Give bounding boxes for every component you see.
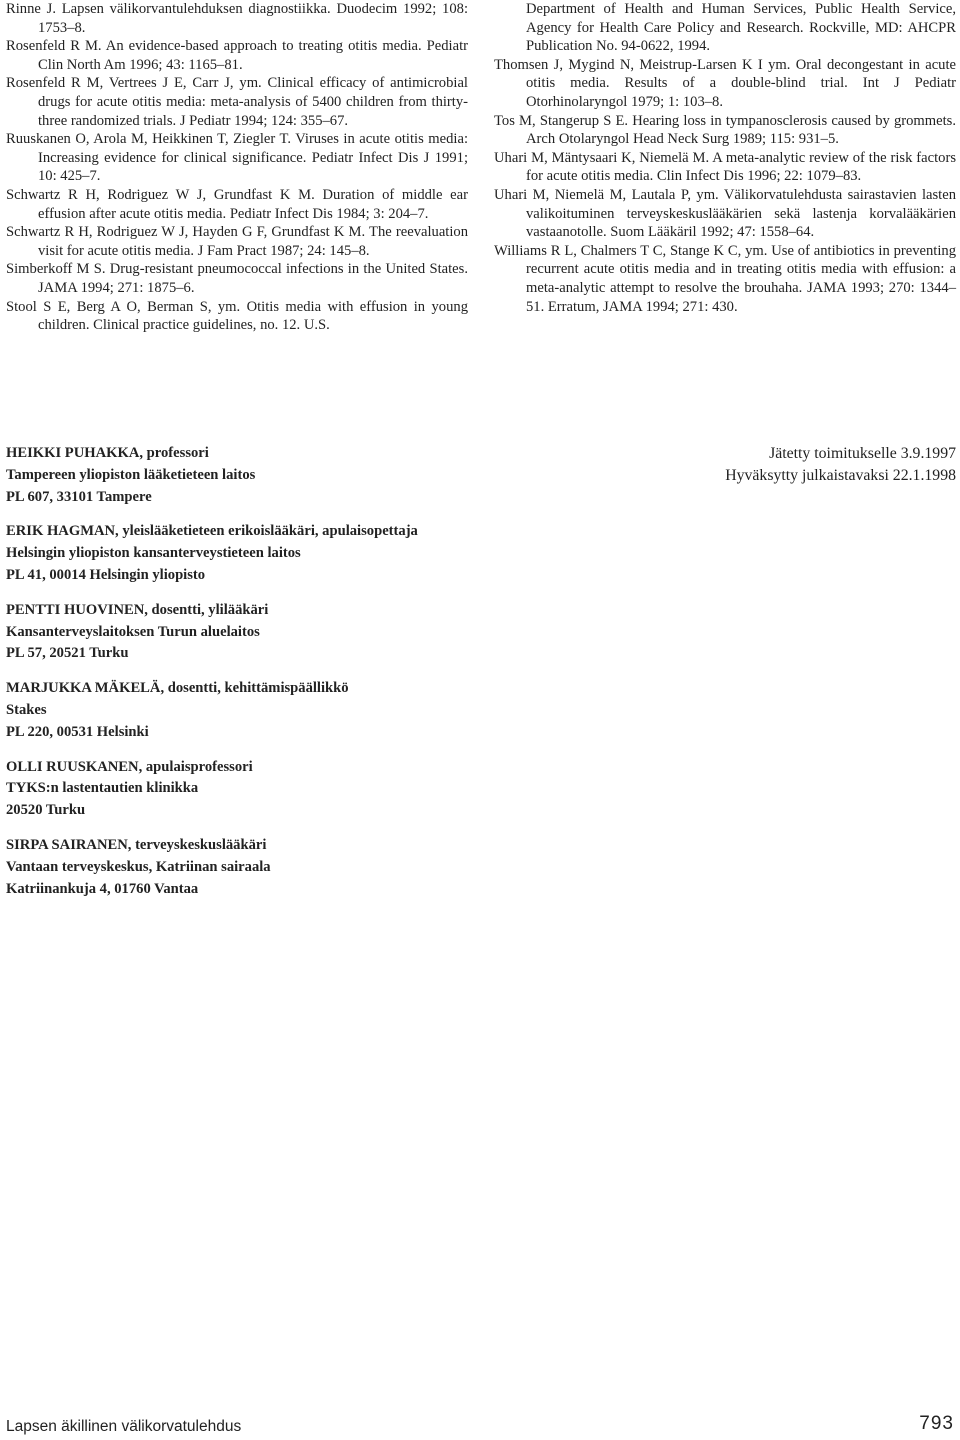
author-address: Katriinankuja 4, 01760 Vantaa [6, 880, 199, 897]
author-institution: Tampereen yliopiston lääketieteen laitos [6, 466, 256, 483]
reference-item: Tos M, Stangerup S E. Hearing loss in tympanosclerosis caused by grommets. Arch Otolaryngol Head Neck Surg 1989; 115: 931–5. [494, 112, 956, 148]
author-institution: TYKS:n lastentautien klinikka [6, 780, 199, 797]
reference-item: Simberkoff M S. Drug-resistant pneumococcal infections in the United States. JAMA 1994; 271: 1875–6. [6, 261, 468, 296]
author-block [6, 678, 566, 743]
reference-item: Thomsen J, Mygind N, Meistrup-Larsen K I ym. Oral decongestant in acute otitis media. Results of a double-blind trial. Int J Pediatr Otorhinolaryngol 1979; 1: 103–8. [494, 56, 956, 110]
reference-item: Stool S E, Berg A O, Berman S, ym. Otitis media with effusion in young children. Clinical practice guidelines, no. 12. U.S. [6, 298, 468, 334]
author-block [6, 443, 566, 508]
author-block [6, 757, 566, 822]
author-name-title: HEIKKI PUHAKKA, professori [6, 445, 209, 461]
reference-item: Ruuskanen O, Arola M, Heikkinen T, Ziegler T. Viruses in acute otitis media: Increasing evidence for clinical significance. Pediatr Infect Dis J 1991; 10: 425–7. [6, 131, 468, 185]
author-institution: Stakes [6, 701, 47, 718]
author-institution: Vantaan terveyskeskus, Katriinan sairaala [6, 858, 271, 875]
reference-item: Rosenfeld R M. An evidence-based approach to treating otitis media. Pediatr Clin North Am 1996; 43: 1165–81. [6, 38, 468, 73]
author-name-title: SIRPA SAIRANEN, terveyskeskuslääkäri [6, 836, 267, 853]
author-address: PL 41, 00014 Helsingin yliopisto [6, 566, 206, 583]
page-number: 793 [919, 1413, 954, 1434]
reference-item: Rinne J. Lapsen välikorvantulehduksen diagnostiikka. Duodecim 1992; 108: 1753–8. [6, 1, 468, 36]
footer-journal-title: Lapsen äkillinen välikorvatulehdus [6, 1418, 242, 1435]
reference-item: Uhari M, Mäntysaari K, Niemelä M. A meta-analytic review of the risk factors for acute otitis media. Clin Infect Dis 1996; 22: 1079–83. [494, 149, 956, 185]
reference-item: Uhari M, Niemelä M, Lautala P, ym. Välikorvatulehdusta sairastavien lasten valikoituminen terveyskeskuslääkärien sekä lastenja korvalääkärien vastaanotolle. Suom Lääkäril 1992; 47: 1558–64. [494, 186, 956, 241]
reference-item: Schwartz R H, Rodriguez W J, Hayden G F, Grundfast K M. The reevaluation visit for acute otitis media. J Fam Pract 1987; 24: 145–8. [6, 224, 468, 259]
reference-item-continued: Department of Health and Human Services, Public Health Service, Agency for Health Care Policy and Research. Rockville, MD: AHCPR Publication No. 94-0622, 1994. [526, 1, 956, 55]
references-left-column [6, 0, 468, 335]
reference-item: Rosenfeld R M, Vertrees J E, Carr J, ym. Clinical efficacy of antimicrobial drugs for acute otitis media: meta-analysis of 5400 children from thirty-three randomized trials. J Pediatr 1994; 124: 355–67. [6, 75, 468, 129]
author-name-title: OLLI RUUSKANEN, apulaisprofessori [6, 758, 253, 775]
author-address: PL 57, 20521 Turku [6, 645, 129, 662]
author-block [6, 835, 566, 900]
submission-dates [725, 443, 956, 487]
author-name-title: MARJUKKA MÄKELÄ, dosentti, kehittämispäällikkö [6, 680, 349, 697]
references-right-column [494, 0, 956, 316]
accepted-date: Hyväksytty julkaistavaksi 22.1.1998 [725, 467, 956, 484]
received-date: Jätetty toimitukselle 3.9.1997 [769, 445, 956, 462]
author-affiliations [6, 443, 566, 913]
author-name-title: ERIK HAGMAN, yleislääketieteen erikoislääkäri, apulaisopettaja [6, 523, 418, 540]
author-institution: Kansanterveyslaitoksen Turun aluelaitos [6, 623, 260, 640]
author-block [6, 521, 566, 586]
author-block [6, 600, 566, 665]
author-institution: Helsingin yliopiston kansanterveystieteen laitos [6, 545, 301, 562]
reference-item: Schwartz R H, Rodriguez W J, Grundfast K M. Duration of middle ear effusion after acute otitis media. Pediatr Infect Dis 1984; 3: 204–7. [6, 186, 468, 222]
author-address: 20520 Turku [6, 802, 86, 819]
reference-item: Williams R L, Chalmers T C, Stange K C, ym. Use of antibiotics in preventing recurrent acute otitis media and in treating otitis media with effusion: a meta-analytic attempt to resolve the brouhaha. JAMA 1993; 270: 1344–51. Erratum, JAMA 1994; 271: 430. [494, 242, 956, 315]
author-address: PL 607, 33101 Tampere [6, 488, 152, 505]
author-address: PL 220, 00531 Helsinki [6, 723, 149, 740]
author-name-title: PENTTI HUOVINEN, dosentti, ylilääkäri [6, 601, 269, 618]
